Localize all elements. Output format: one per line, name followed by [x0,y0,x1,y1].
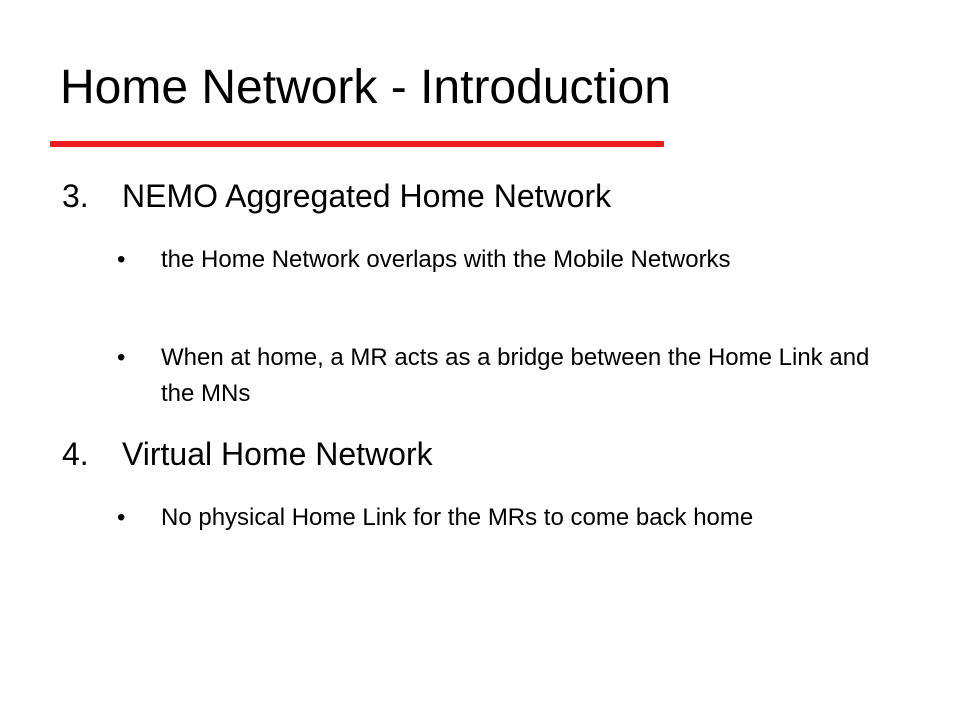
item-number: 4. [62,436,89,472]
numbered-item-4 [62,436,433,473]
bullet-dot: • [117,504,126,531]
slide-title: Home Network - Introduction [60,61,671,114]
item-heading: Virtual Home Network [122,436,433,472]
bullet-text: the Home Network overlaps with the Mobile Networks [161,246,731,273]
bullet-dot: • [117,344,126,371]
bullet-item [117,500,877,536]
bullet-text: No physical Home Link for the MRs to come back home [161,504,754,531]
numbered-item-3 [62,178,611,215]
bullet-item [117,340,877,412]
title-underline [50,141,664,147]
item-heading: NEMO Aggregated Home Network [122,178,612,214]
bullet-dot: • [117,246,126,273]
item-number: 3. [62,178,89,214]
bullet-text: When at home, a MR acts as a bridge between the Home Link and the MNs [161,344,870,407]
bullet-item [117,242,877,278]
